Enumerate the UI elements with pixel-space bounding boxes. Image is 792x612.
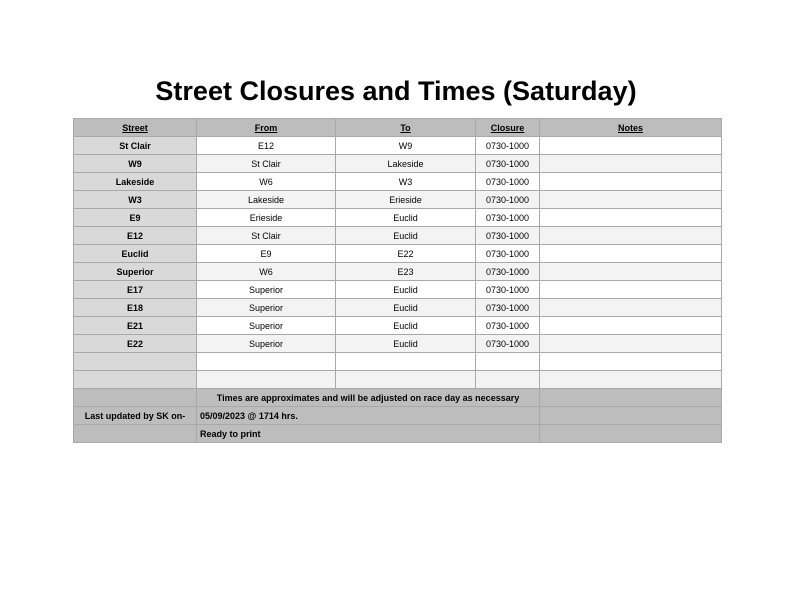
notes-cell[interactable]	[540, 173, 722, 191]
notes-cell[interactable]	[540, 299, 722, 317]
table-body	[74, 137, 722, 389]
footer-cell-empty[interactable]	[540, 407, 722, 425]
street-cell[interactable]: E9	[74, 209, 197, 227]
from-cell[interactable]: E9	[197, 245, 336, 263]
page-title: Street Closures and Times (Saturday)	[155, 76, 637, 106]
closure-cell[interactable]: 0730-1000	[476, 281, 540, 299]
to-cell[interactable]: W3	[336, 173, 476, 191]
table-row	[74, 353, 722, 371]
street-cell[interactable]: W3	[74, 191, 197, 209]
to-cell[interactable]: Euclid	[336, 299, 476, 317]
from-cell[interactable]: Lakeside	[197, 191, 336, 209]
closure-cell[interactable]: 0730-1000	[476, 245, 540, 263]
footer-row-disclaimer	[74, 389, 722, 407]
notes-cell[interactable]	[540, 371, 722, 389]
notes-cell[interactable]	[540, 245, 722, 263]
street-cell[interactable]: Euclid	[74, 245, 197, 263]
notes-cell[interactable]	[540, 317, 722, 335]
footer-row-status	[74, 425, 722, 443]
header-row	[74, 119, 722, 137]
closure-cell[interactable]	[476, 353, 540, 371]
table-row	[74, 209, 722, 227]
table-row	[74, 299, 722, 317]
street-cell[interactable]: E22	[74, 335, 197, 353]
column-header-from[interactable]: From	[197, 119, 336, 137]
to-cell[interactable]	[336, 353, 476, 371]
to-cell[interactable]: Euclid	[336, 335, 476, 353]
to-cell[interactable]	[336, 371, 476, 389]
closure-cell[interactable]: 0730-1000	[476, 173, 540, 191]
notes-cell[interactable]	[540, 227, 722, 245]
to-cell[interactable]: Euclid	[336, 317, 476, 335]
street-cell[interactable]: Lakeside	[74, 173, 197, 191]
from-cell[interactable]: Superior	[197, 335, 336, 353]
table-row	[74, 281, 722, 299]
closure-cell[interactable]: 0730-1000	[476, 317, 540, 335]
to-cell[interactable]: Lakeside	[336, 155, 476, 173]
updated-label[interactable]: Last updated by SK on-	[74, 407, 197, 425]
to-cell[interactable]: Euclid	[336, 281, 476, 299]
street-cell[interactable]: E18	[74, 299, 197, 317]
table-row	[74, 335, 722, 353]
column-header-to[interactable]: To	[336, 119, 476, 137]
from-cell[interactable]: Superior	[197, 281, 336, 299]
from-cell[interactable]	[197, 353, 336, 371]
notes-cell[interactable]	[540, 281, 722, 299]
footer-row-updated	[74, 407, 722, 425]
disclaimer-text[interactable]: Times are approximates and will be adjusted on race day as necessary	[197, 389, 540, 407]
closure-cell[interactable]	[476, 371, 540, 389]
closure-cell[interactable]: 0730-1000	[476, 299, 540, 317]
to-cell[interactable]: Erieside	[336, 191, 476, 209]
closure-cell[interactable]: 0730-1000	[476, 137, 540, 155]
closure-cell[interactable]: 0730-1000	[476, 155, 540, 173]
from-cell[interactable]: Superior	[197, 317, 336, 335]
closure-cell[interactable]: 0730-1000	[476, 227, 540, 245]
street-cell[interactable]: E12	[74, 227, 197, 245]
from-cell[interactable]: Superior	[197, 299, 336, 317]
street-cell[interactable]	[74, 353, 197, 371]
notes-cell[interactable]	[540, 137, 722, 155]
from-cell[interactable]: St Clair	[197, 227, 336, 245]
table-row	[74, 317, 722, 335]
to-cell[interactable]: E23	[336, 263, 476, 281]
from-cell[interactable]: W6	[197, 173, 336, 191]
closure-cell[interactable]: 0730-1000	[476, 263, 540, 281]
notes-cell[interactable]	[540, 155, 722, 173]
notes-cell[interactable]	[540, 191, 722, 209]
street-cell[interactable]: St Clair	[74, 137, 197, 155]
table-row	[74, 245, 722, 263]
footer-cell-empty[interactable]	[74, 425, 197, 443]
from-cell[interactable]: Erieside	[197, 209, 336, 227]
notes-cell[interactable]	[540, 353, 722, 371]
street-cell[interactable]	[74, 371, 197, 389]
street-cell[interactable]: Superior	[74, 263, 197, 281]
notes-cell[interactable]	[540, 335, 722, 353]
street-cell[interactable]: E17	[74, 281, 197, 299]
table-row	[74, 155, 722, 173]
table-row	[74, 263, 722, 281]
to-cell[interactable]: E22	[336, 245, 476, 263]
closure-cell[interactable]: 0730-1000	[476, 209, 540, 227]
updated-value[interactable]: 05/09/2023 @ 1714 hrs.	[197, 407, 540, 425]
table-row	[74, 137, 722, 155]
street-cell[interactable]: W9	[74, 155, 197, 173]
from-cell[interactable]: St Clair	[197, 155, 336, 173]
closures-table	[73, 118, 722, 443]
closure-cell[interactable]: 0730-1000	[476, 191, 540, 209]
from-cell[interactable]: E12	[197, 137, 336, 155]
column-header-notes[interactable]: Notes	[540, 119, 722, 137]
status-text[interactable]: Ready to print	[197, 425, 540, 443]
from-cell[interactable]: W6	[197, 263, 336, 281]
table-row	[74, 173, 722, 191]
footer-cell-empty[interactable]	[74, 389, 197, 407]
table-row	[74, 191, 722, 209]
footer-cell-empty[interactable]	[540, 425, 722, 443]
to-cell[interactable]: W9	[336, 137, 476, 155]
street-cell[interactable]: E21	[74, 317, 197, 335]
notes-cell[interactable]	[540, 209, 722, 227]
to-cell[interactable]: Euclid	[336, 227, 476, 245]
to-cell[interactable]: Euclid	[336, 209, 476, 227]
table-row	[74, 227, 722, 245]
column-header-street[interactable]: Street	[74, 119, 197, 137]
column-header-closure[interactable]: Closure	[476, 119, 540, 137]
closure-cell[interactable]: 0730-1000	[476, 335, 540, 353]
notes-cell[interactable]	[540, 263, 722, 281]
from-cell[interactable]	[197, 371, 336, 389]
footer-cell-empty[interactable]	[540, 389, 722, 407]
table-row	[74, 371, 722, 389]
